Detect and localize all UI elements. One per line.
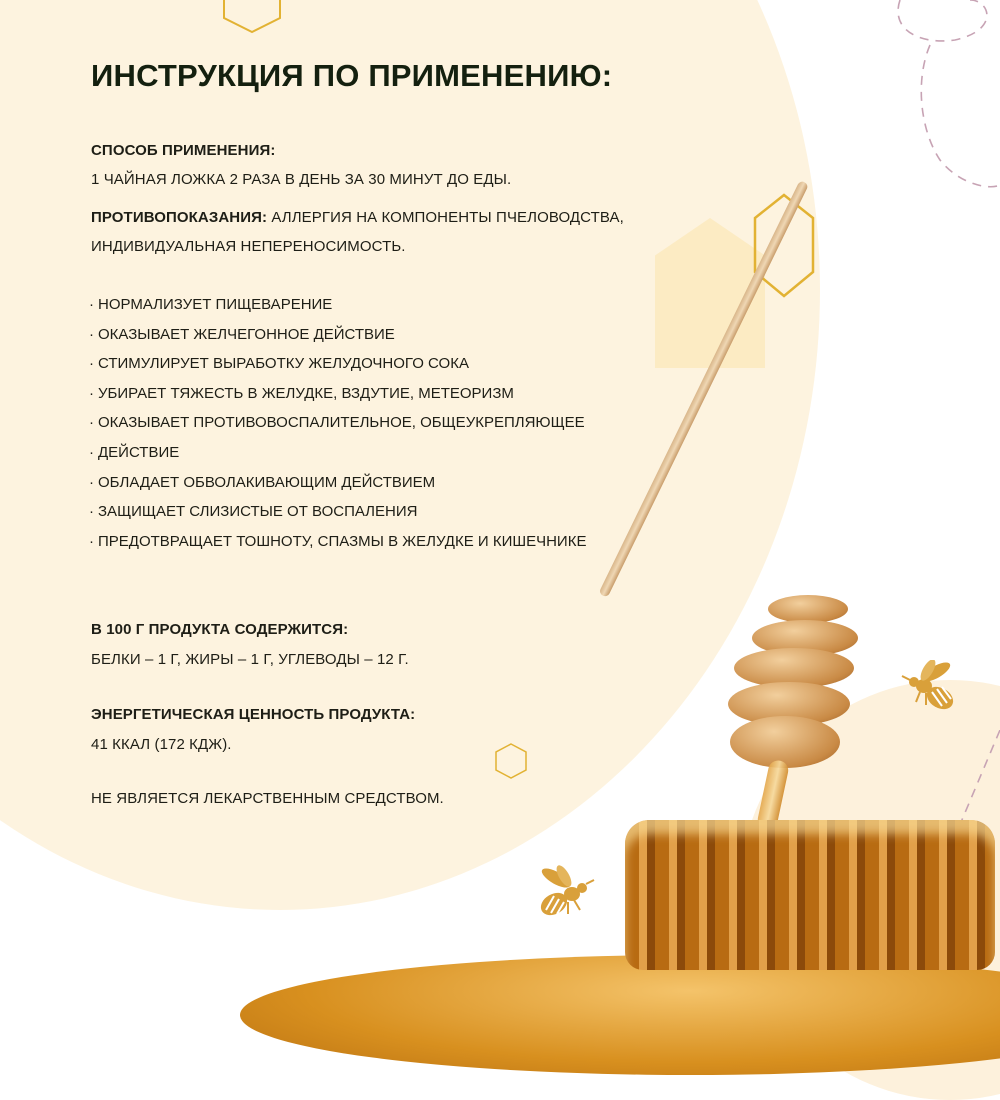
list-item: · ПРЕДОТВРАЩАЕТ ТОШНОТУ, СПАЗМЫ В ЖЕЛУДКЕ И КИШЕЧНИКЕ: [89, 532, 587, 550]
bullet-icon: ·: [89, 503, 94, 521]
contraindications-label: ПРОТИВОПОКАЗАНИЯ:: [91, 209, 268, 226]
benefits-list: [89, 296, 586, 562]
honeycomb-image: [625, 820, 995, 970]
bee-icon: [534, 864, 598, 924]
usage-text: 1 ЧАЙНАЯ ЛОЖКА 2 РАЗА В ДЕНЬ ЗА 30 МИНУТ ДО ЕДЫ.: [91, 171, 512, 188]
bee-icon: [898, 660, 962, 718]
bullet-icon: ·: [89, 355, 94, 373]
list-item: · ОБЛАДАЕТ ОБВОЛАКИВАЮЩИМ ДЕЙСТВИЕМ: [89, 473, 436, 491]
usage-heading: СПОСОБ ПРИМЕНЕНИЯ:: [91, 142, 276, 159]
list-item: · ЗАЩИЩАЕТ СЛИЗИСТЫЕ ОТ ВОСПАЛЕНИЯ: [89, 503, 418, 521]
dashed-flight-path-icon: [860, 0, 1000, 200]
nutrition-heading: В 100 Г ПРОДУКТА СОДЕРЖИТСЯ:: [91, 621, 349, 638]
nutrition-text: БЕЛКИ – 1 Г, ЖИРЫ – 1 Г, УГЛЕВОДЫ – 12 Г.: [91, 651, 409, 668]
bullet-icon: ·: [89, 296, 94, 313]
contraindications-text-2: ИНДИВИДУАЛЬНАЯ НЕПЕРЕНОСИМОСТЬ.: [91, 238, 406, 255]
disclaimer-text: НЕ ЯВЛЯЕТСЯ ЛЕКАРСТВЕННЫМ СРЕДСТВОМ.: [91, 790, 444, 807]
bullet-icon: ·: [89, 532, 94, 550]
bullet-icon: ·: [89, 384, 94, 402]
bullet-icon: ·: [89, 414, 94, 432]
contraindications-text: АЛЛЕРГИЯ НА КОМПОНЕНТЫ ПЧЕЛОВОДСТВА,: [267, 209, 624, 226]
list-item: · ОКАЗЫВАЕТ ЖЕЛЧЕГОННОЕ ДЕЙСТВИЕ: [89, 325, 395, 343]
honey-dipper-ring: [730, 716, 840, 768]
honey-dipper-ring: [768, 595, 848, 623]
hexagon-outline-icon: [222, 0, 282, 34]
page-title: ИНСТРУКЦИЯ ПО ПРИМЕНЕНИЮ:: [91, 58, 613, 93]
energy-text: 41 ККАЛ (172 КДЖ).: [91, 736, 232, 753]
bullet-icon: ·: [89, 443, 94, 461]
list-item: · ДЕЙСТВИЕ: [89, 443, 180, 461]
list-item: · ОКАЗЫВАЕТ ПРОТИВОВОСПАЛИТЕЛЬНОЕ, ОБЩЕУКРЕПЛЯЮЩЕЕ: [89, 414, 585, 432]
energy-heading: ЭНЕРГЕТИЧЕСКАЯ ЦЕННОСТЬ ПРОДУКТА:: [91, 706, 416, 723]
list-item: · СТИМУЛИРУЕТ ВЫРАБОТКУ ЖЕЛУДОЧНОГО СОКА: [89, 355, 469, 373]
bullet-icon: ·: [89, 473, 94, 491]
list-item: · УБИРАЕТ ТЯЖЕСТЬ В ЖЕЛУДКЕ, ВЗДУТИЕ, МЕТЕОРИЗМ: [89, 384, 514, 402]
hexagon-outline-icon: [752, 192, 816, 300]
list-item: · НОРМАЛИЗУЕТ ПИЩЕВАРЕНИЕ: [89, 296, 333, 313]
bullet-icon: ·: [89, 325, 94, 343]
contraindications-line: [91, 209, 624, 226]
hexagon-outline-icon: [493, 742, 529, 780]
honey-puddle: [240, 955, 1000, 1075]
